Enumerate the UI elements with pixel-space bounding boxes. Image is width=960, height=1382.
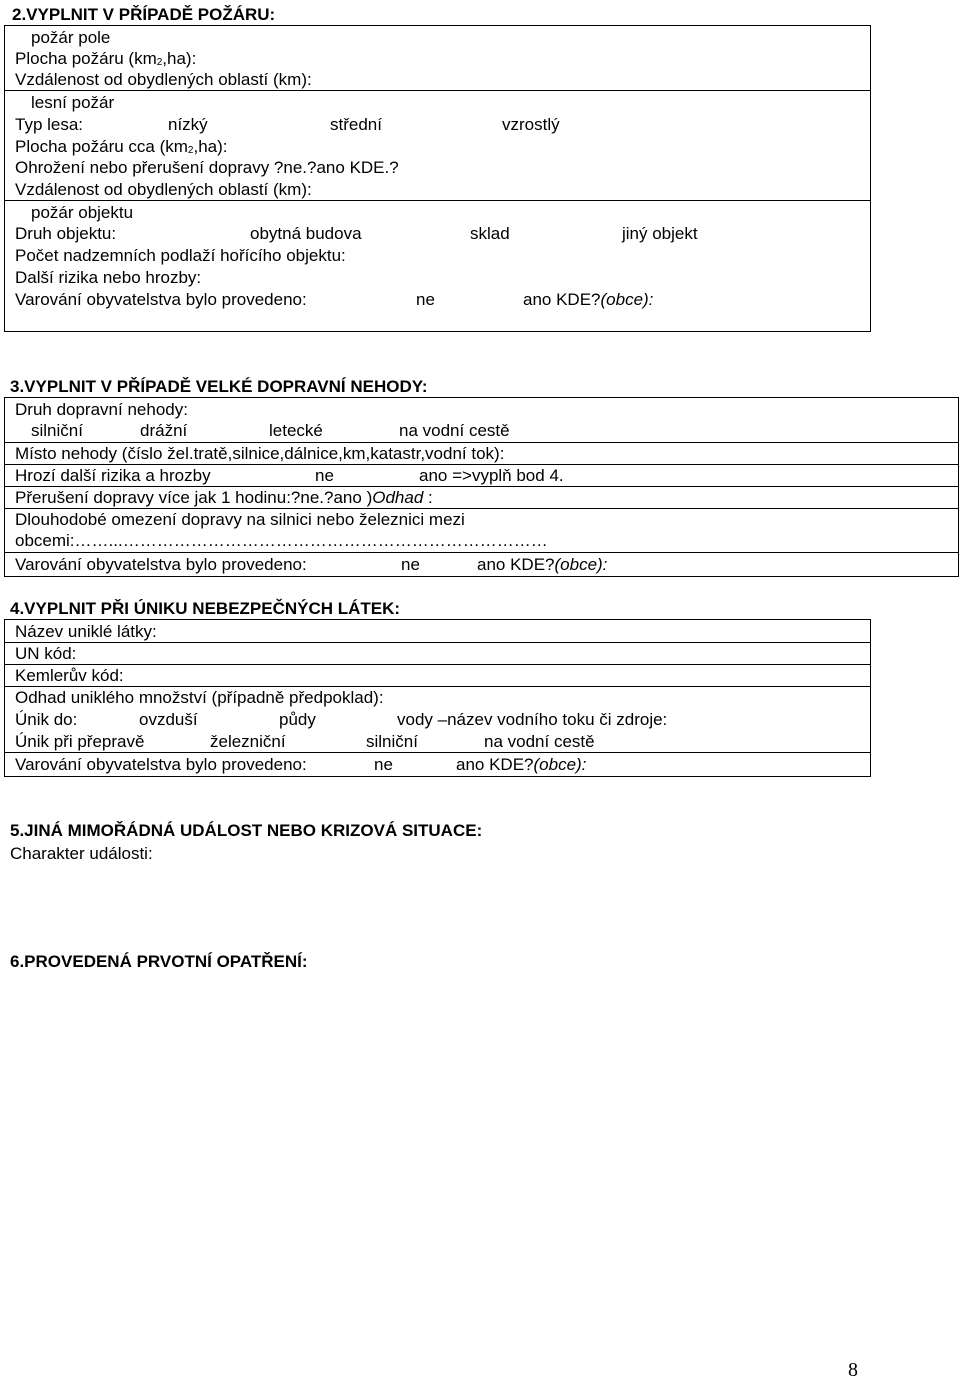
object-type-label: Druh objektu: [15,224,117,243]
accident-type-option-road[interactable]: silniční [31,421,83,440]
leak-into-label: Únik do: [15,710,78,729]
warning-option-no[interactable]: ne [401,555,420,574]
traffic-threat-label: Ohrožení nebo přerušení dopravy ?ne.?ano KDE.? [15,158,399,177]
fire-section-box [4,25,871,332]
floors-label: Počet nadzemních podlaží hořícího objektu: [15,246,346,265]
risks-label: Další rizika nebo hrozby: [15,268,202,287]
object-fire-heading: požár objektu [31,203,134,222]
section-6-title: 6.PROVEDENÁ PRVOTNÍ OPATŘENÍ: [10,952,308,971]
accident-type-option-air[interactable]: letecké [269,421,323,440]
warning-option-no[interactable]: ne [416,290,435,309]
warning-label: Varování obyvatelstva bylo provedeno: [15,290,307,309]
transport-option-water[interactable]: na vodní cestě [484,732,595,751]
divider [5,664,870,665]
interruption-label: Přerušení dopravy více jak 1 hodinu:?ne.?ano )Odhad : [15,488,433,507]
leak-option-water[interactable]: vody –název vodního toku či zdroje: [397,710,668,729]
transport-option-rail[interactable]: železniční [210,732,286,751]
object-type-option-other[interactable]: jiný objekt [622,224,698,243]
warning-option-yes[interactable]: ano KDE?(obce): [523,290,654,309]
object-type-option-warehouse[interactable]: sklad [470,224,510,243]
risks-label: Hrozí další rizika a hrozby [15,466,211,485]
page-number: 8 [848,1359,858,1381]
distance-label: Vzdálenost od obydlených oblastí (km): [15,180,312,199]
leak-option-air[interactable]: ovzduší [139,710,198,729]
forest-type-option-mature[interactable]: vzrostlý [502,115,560,134]
warning-option-yes[interactable]: ano KDE?(obce): [456,755,587,774]
un-code-label: UN kód: [15,644,77,663]
forest-type-option-medium[interactable]: střední [330,115,382,134]
accident-type-option-water[interactable]: na vodní cestě [399,421,510,440]
forest-area-label: Plocha požáru cca $(km_2,ha)$: [15,137,228,156]
divider [5,552,958,553]
hazmat-box [4,619,871,777]
section-5-title: 5.JINÁ MIMOŘÁDNÁ UDÁLOST NEBO KRIZOVÁ SITUACE: [10,821,483,840]
accident-type-option-rail[interactable]: drážní [140,421,188,440]
section-2-title: 2.VYPLNIT V PŘÍPADĚ POŽÁRU: [12,5,276,24]
distance-label: Vzdálenost od obydlených oblastí (km): [15,70,312,89]
field-fire-heading: požár pole [31,28,111,47]
leak-amount-label: Odhad uniklého množství (případně předpoklad): [15,688,384,707]
risks-option-no[interactable]: ne [315,466,334,485]
accident-location-label: Místo nehody (číslo žel.tratě,silnice,dálnice,km,katastr,vodní tok): [15,444,505,463]
substance-name-label: Název uniklé látky: [15,622,157,641]
section-4-title: 4.VYPLNIT PŘI ÚNIKU NEBEZPEČNÝCH LÁTEK: [10,599,401,618]
section-3-title: 3.VYPLNIT V PŘÍPADĚ VELKÉ DOPRAVNÍ NEHODY: [10,377,428,396]
transport-leak-label: Únik při přepravě [15,732,145,751]
transport-option-road[interactable]: silniční [366,732,418,751]
forest-fire-heading: lesní požár [31,93,115,112]
object-type-option-residential[interactable]: obytná budova [250,224,362,243]
forest-type-label: Typ lesa: [15,115,84,134]
warning-option-no[interactable]: ne [374,755,393,774]
traffic-accident-box [4,397,959,577]
forest-type-option-low[interactable]: nízký [168,115,208,134]
risks-option-yes[interactable]: ano =>vyplň bod 4. [419,466,564,485]
kemler-code-label: Kemlerův kód: [15,666,124,685]
event-character-label: Charakter události: [10,844,153,863]
warning-option-yes[interactable]: ano KDE?(obce): [477,555,608,574]
accident-type-label: Druh dopravní nehody: [15,400,188,419]
leak-option-soil[interactable]: půdy [279,710,316,729]
longterm-limit-label: Dlouhodobé omezení dopravy na silnici nebo železnici mezi [15,510,465,529]
warning-label: Varování obyvatelstva bylo provedeno: [15,555,307,574]
longterm-limit-municipalities: obcemi:……...………………………………………………………………… [15,531,548,550]
warning-label: Varování obyvatelstva bylo provedeno: [15,755,307,774]
fire-area-label: Plocha požáru $(km_2,ha)$: [15,49,197,68]
